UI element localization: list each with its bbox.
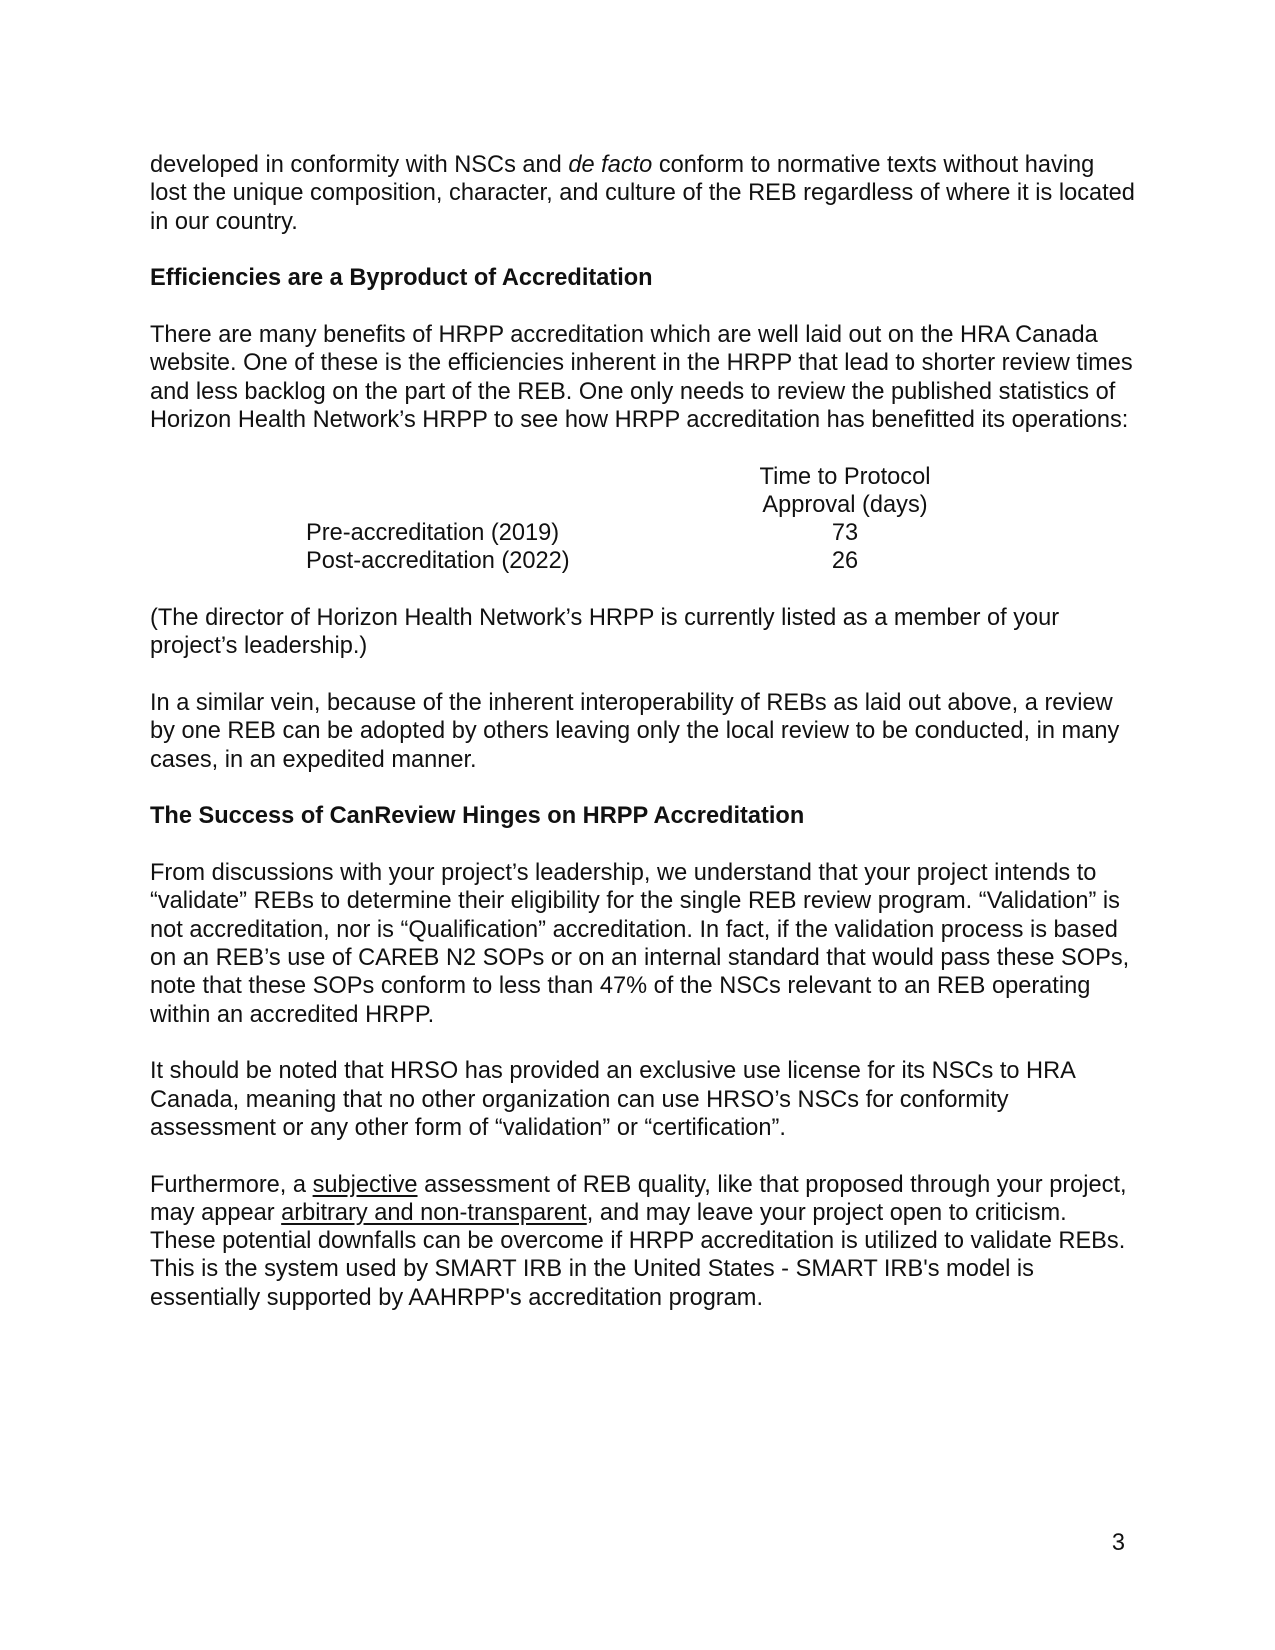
approval-time-column-header [725, 463, 965, 520]
heading-canreview: The Success of CanReview Hinges on HRPP Accreditation [150, 803, 805, 830]
subjective-underlined: subjective [312, 1171, 418, 1198]
approval-time-table [150, 463, 1135, 576]
table-row [306, 547, 1006, 575]
column-header-line-1: Time to Protocol [759, 463, 931, 490]
paragraph-subjective-assessment [150, 1171, 1135, 1312]
de-facto-italic: de facto [568, 152, 653, 178]
paragraph-conformity-text-end: conform to normative texts without having lost the unique composition, character, and culture of the REB regardless of where it is located in our country. [150, 152, 1135, 235]
arbitrary-underlined: arbitrary and non-transparent [281, 1199, 587, 1226]
page-body [150, 151, 1135, 1340]
paragraph-license: It should be noted that HRSO has provided an exclusive use license for its NSCs to HRA Canada, meaning that no other organization can use HRSO’s NSCs for conformity assessment or any other form of “validation” or “certification”. [150, 1058, 1075, 1141]
column-header-line-2: Approval (days) [762, 491, 928, 518]
row-label: Pre-accreditation (2019) [306, 520, 560, 547]
paragraph-conformity-text-start: developed in conformity with NSCs and [150, 152, 569, 178]
row-value: 73 [831, 520, 859, 547]
heading-efficiencies: Efficiencies are a Byproduct of Accreditation [150, 265, 653, 292]
paragraph-interoperability: In a similar vein, because of the inherent interoperability of REBs as laid out above, a review by one REB can be adopted by others leaving only the local review to be conducted, in many cases, in an expedited manner. [150, 690, 1120, 773]
paragraph-validation: From discussions with your project’s leadership, we understand that your project intends to “validate” REBs to determine their eligibility for the single REB review program. “Validation” is not accreditation, nor is “Qualification” accreditation. In fact, if the validation process is based on an REB’s use of CAREB N2 SOPs or on an internal standard that would pass these SOPs, note that these SOPs conform to less than 47% of the NSCs relevant to an REB operating within an accredited HRPP. [150, 860, 1130, 1028]
paragraph-benefits: There are many benefits of HRPP accreditation which are well laid out on the HRA Canada website. One of these is the efficiencies inherent in the HRPP that lead to shorter review times and less backlog on the part of the REB. One only needs to review the published statistics of Horizon Health Network’s HRPP to see how HRPP accreditation has benefitted its operations: [150, 321, 1133, 433]
subjective-text-2: assessment of REB quality, like that proposed through your project, may appear [150, 1171, 1127, 1226]
paragraph-director-note: (The director of Horizon Health Network’s HRPP is currently listed as a member of your project’s leadership.) [150, 605, 1060, 660]
row-label: Post-accreditation (2022) [306, 548, 570, 575]
subjective-text-3: , and may leave your project open to criticism. These potential downfalls can be overcome if HRPP accreditation is utilized to validate REBs. This is the system used by SMART IRB in the United States - SMART IRB's model is essentially supported by AAHRPP's accreditation program. [150, 1199, 1126, 1311]
page-number: 3 [1111, 1530, 1125, 1556]
table-row [306, 519, 1006, 547]
paragraph-conformity [150, 151, 1135, 236]
subjective-text-1: Furthermore, a [150, 1171, 313, 1198]
row-value: 26 [831, 548, 859, 575]
